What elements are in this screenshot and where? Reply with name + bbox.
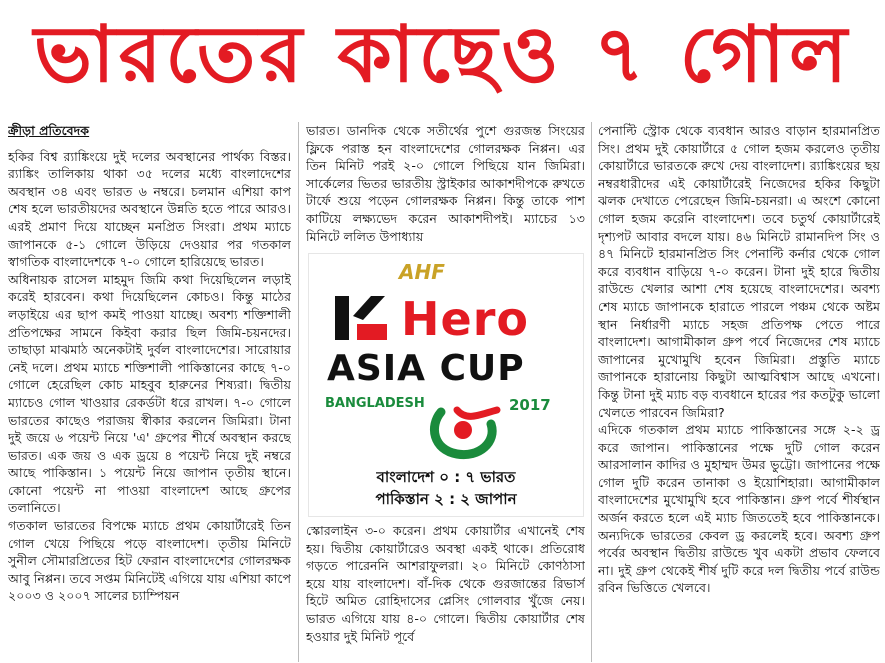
- column-divider: [591, 122, 592, 662]
- article-column-2-bottom: [306, 522, 585, 662]
- article-column-3: [598, 122, 880, 662]
- byline: ক্রীড়া প্রতিবেদক: [8, 123, 90, 138]
- paragraph: পেনাল্টি স্ট্রোক থেকে ব্যবধান আরও বাড়ান হারমানপ্রিত সিং। প্রথম দুই কোয়ার্টারে ৫ গোল হজম করলেও তৃতীয় কোয়ার্টারে ভারতকে রুখে দেয় বাংলাদেশ। র‍্যাঙ্কিংয়ের ছয় নম্বরধারীদের এই কোয়ার্টারেই নিজেদের হকির কিছুটা ঝলক দেখাতে পেরেছেন জিমি-চয়নরা। এ অংশে কোনো গোল হজম করেনি বাংলাদেশ। তবে চতুর্থ কোয়ার্টারেই দৃশ্যপট আবার বদলে যায়। ৪৬ মিনিটে রামানদিপ সিং ও ৪৭ মিনিটে হারমানপ্রিত সিং পেনাল্টি কর্নার থেকে গোল করে ব্যবধান বাড়িয়ে ৭-০ করেন। টানা দুই হারে দ্বিতীয় রাউন্ডে খেলার আশা শেষ হয়েছে বাংলাদেশের। অবশ্য শেষ ম্যাচে জাপানকে হারাতে পারলে পঞ্চম থেকে অষ্টম স্থান নির্ধারণী ম্যাচে সহজ প্রতিপক্ষ পেতে পারে বাংলাদেশ। আগামীকাল গ্রুপ পর্বে নিজেদের শেষ ম্যাচে জাপানের মুখোমুখি হবেন জিমিরা। প্রস্তুতি ম্যাচে জাপানকে হারানোয় কিছুটা আত্মবিশ্বাস আছে এখনো। কিন্তু টানা দুই ম্যাচ বড় ব্যবধানে হারের পর কতটুকু ভালো খেলতে পারবেন জিমিরা?: [598, 123, 880, 420]
- event-year: 2017: [509, 396, 551, 414]
- article-column-1: [8, 122, 291, 662]
- article-column-2-top: [306, 122, 585, 250]
- paragraph: অধিনায়ক রাসেল মাহমুদ জিমি কথা দিয়েছিলেন লড়াই করেই হারবেন। কথা দিয়েছিলেন কোচও। কিন্তু মাঠের লড়াইয়ে এর ছাপ কমই পাওয়া যাচ্ছে। অবশ্য শক্তিশালী প্রতিপক্ষের সামনে কিইবা করার ছিল জিমি-চয়নদের। তাছাড়া মাঝমাঠ অনেকটাই দুর্বল বাংলাদেশের। সারোয়ার নেই দলে। প্রথম ম্যাচে শক্তিশালী পাকিস্তানের কাছে ৭-০ গোলে হেরেছিল কোচ মাহবুব হারুনের শিষ্যরা। দ্বিতীয় ম্যাচেও গোল খাওয়ার রেকর্ডটা ধরে রাখল। ৭-০ গোলে ভারতের কাছেও পরাজয় স্বীকার করলেন জিমিরা। টানা দুই জয়ে ৬ পয়েন্ট নিয়ে 'এ' গ্রুপের শীর্ষে অবস্থান করছে ভারত। এক জয় ও এক ড্রয়ে ৪ পয়েন্ট নিয়ে দুই নম্বরে আছে পাকিস্তান। ১ পয়েন্ট নিয়ে জাপান তৃতীয় স্থানে। কোনো পয়েন্ট না পাওয়া বাংলাদেশ আছে গ্রুপের তলানিতে।: [8, 271, 291, 516]
- asia-cup-wordmark: ASIA CUP: [327, 348, 525, 389]
- match-result-2: পাকিস্তান ২ : ২ জাপান: [375, 490, 517, 508]
- hockey-stick-emblem-icon: [427, 404, 507, 460]
- match-result-1: বাংলাদেশ ০ : ৭ ভারত: [376, 468, 516, 486]
- asia-cup-logo: [308, 253, 584, 517]
- host-country: BANGLADESH: [325, 396, 425, 411]
- paragraph: হকির বিশ্ব র‍্যাঙ্কিংয়ে দুই দলের অবস্থানের পার্থক্য বিস্তর। র‍্যাঙ্কিং তালিকায় থাকা ৩৫ দলের মধ্যে বাংলাদেশের অবস্থান ৩৪ এবং ভারত ৬ নম্বরে। চলমান এশিয়া কাপ শেষ হলে ভারতীয়দের অবস্থানে উন্নতি হতে পারে আরও। এরই প্রমাণ দিয়ে যাচ্ছেন মনপ্রিত সিংরা। প্রথম ম্যাচে জাপানকে ৫-১ গোলে উড়িয়ে দেওয়ার পর গতকাল স্বাগতিক বাংলাদেশকে ৭-০ গোলে হারিয়েছে ভারত।: [8, 148, 291, 270]
- ahf-logo-text: AHF: [399, 260, 445, 284]
- hero-wordmark: Hero: [401, 292, 529, 346]
- hero-logo-icon: [331, 290, 391, 346]
- paragraph: গতকাল ভারতের বিপক্ষে ম্যাচে প্রথম কোয়ার্টারেই তিন গোল খেয়ে পিছিয়ে পড়ে বাংলাদেশ। তৃতীয় মিনিটে সুনীল সৌমারপ্রিতের হিট ফেরান বাংলাদেশের গোলরক্ষক আবু নিপ্পন। তবে সপ্তম মিনিটেই এগিয়ে যায় এশিয়া কাপে ২০০৩ ও ২০০৭ সালের চ্যাম্পিয়ন: [8, 518, 291, 604]
- column-divider: [298, 122, 299, 662]
- headline: ভারতের কাছেও ৭ গোল: [33, 10, 852, 100]
- paragraph: এদিকে গতকাল প্রথম ম্যাচে পাকিস্তানের সঙ্গে ২-২ ড্র করে জাপান। পাকিস্তানের পক্ষে দুটি গোল করেন আরসালান কাদির ও মুহাম্মদ উমর ভুট্টো। জাপানের পক্ষে গোল দুটি করেন তানাকা ও ইয়োশিহারা। আগামীকাল বাংলাদেশের মুখোমুখি হবে পাকিস্তান। গ্রুপ পর্বে শীর্ষস্থান অর্জন করতে হলে এই ম্যাচ জিততেই হবে পাকিস্তানকে। অন্যদিকে ভারতের কেবল ড্র করলেই হবে। অবশ্য গ্রুপ পর্বের অবস্থান দ্বিতীয় রাউন্ডে খুব একটা প্রভাব ফেলবে না। দুই গ্রুপ থেকেই শীর্ষ দুটি করে দল দ্বিতীয় পর্বে রাউন্ড রবিন ভিত্তিতে খেলবে।: [598, 422, 880, 596]
- paragraph: স্কোরলাইন ৩-০ করেন। প্রথম কোয়ার্টার এখানেই শেষ হয়। দ্বিতীয় কোয়ার্টারেও অবস্থা একই থাকে। প্রতিরোধ গড়তে পারেননি আশরাফুলরা। ২০ মিনিটে কোণঠাসা হয়ে যায় বাংলাদেশ। বাঁ-দিক থেকে গুরজান্তের রিভার্স হিটে অমিত রোহিদাসের প্লেসিং গোলবার খুঁজে নেয়। ভারত এগিয়ে যায় ৪-০ গোলে। দ্বিতীয় কোয়ার্টার শেষ হওয়ার দুই মিনিট পূর্বে: [306, 523, 585, 644]
- paragraph: ভারত। ডানদিক থেকে সতীর্থের পুশে গুরজন্ত সিংয়ের ফ্লিকে পরাস্ত হন বাংলাদেশের গোলরক্ষক নিপ্পন। এর তিন মিনিট পরই ২-০ গোলে পিছিয়ে যান জিমিরা। সার্কেলের ভিতর ভারতীয় স্ট্রাইকার আকাশদীপকে রুখতে টার্ফে শুয়ে পড়েন গোলরক্ষক নিপ্পন। কিন্তু তাকে পাশ কাটিয়ে লক্ষ্যভেদ করেন আকাশদীপই। ম্যাচের ১৩ মিনিটে ললিত উপাধ্যায়: [306, 123, 585, 244]
